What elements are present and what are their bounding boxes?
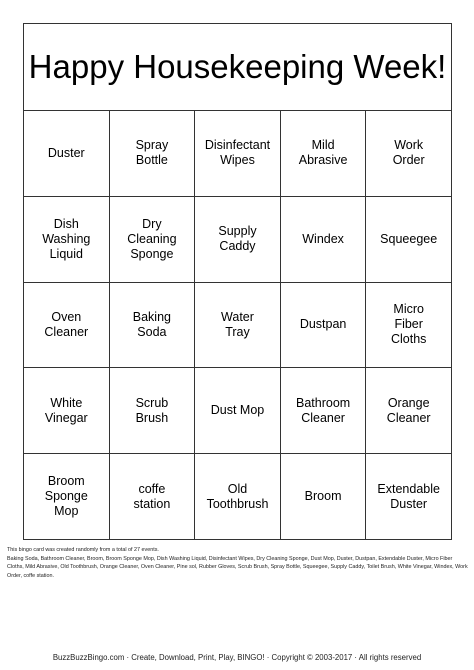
bingo-cell: [110, 454, 196, 540]
cell-label: Baking Soda: [132, 309, 171, 339]
bingo-cell: [110, 283, 196, 369]
bingo-cell: [24, 111, 110, 197]
bingo-cell: [110, 111, 196, 197]
bingo-cell: [195, 111, 281, 197]
bingo-cell: [366, 454, 452, 540]
bingo-grid: [23, 110, 452, 540]
cell-label: Scrub Brush: [135, 395, 169, 425]
cell-label: coffe station: [133, 481, 171, 511]
cell-label: Dustpan: [299, 317, 347, 332]
bingo-cell: [281, 111, 367, 197]
card-title: Happy Housekeeping Week!: [28, 48, 447, 85]
cell-label: Broom: [304, 489, 342, 504]
bingo-cell: [24, 283, 110, 369]
cell-label: Work Order: [392, 138, 425, 168]
cell-label: Windex: [302, 231, 344, 246]
bingo-cell: [24, 197, 110, 283]
cell-label: Mild Abrasive: [298, 138, 348, 168]
bingo-cell: [24, 454, 110, 540]
bingo-cell: [110, 368, 196, 454]
bingo-cell: [281, 283, 367, 369]
bingo-cell: [281, 454, 367, 540]
cell-label: Orange Cleaner: [386, 395, 431, 425]
bingo-cell: [366, 283, 452, 369]
cell-label: Spray Bottle: [135, 138, 169, 168]
cell-label: Dust Mop: [210, 403, 265, 418]
bingo-card: [23, 23, 452, 540]
cell-label: Bathroom Cleaner: [295, 395, 351, 425]
info-intro: This bingo card was created randomly from a total of 27 events.: [7, 547, 159, 553]
info-event-list: Baking Soda, Bathroom Cleaner, Broom, Broom Sponge Mop, Dish Washing Liquid, Disinfectant Wipes, Dry Cleaning Sponge, Dust Mop, Duster, Dustpan, Extendable Duster, Micro Fiber Cloths, Mild Abrasive, Old Toothbrush, Orange Cleaner, Oven Cleaner, Pine sol, Rubber Gloves, Scrub Brush, Spray Bottle, Squeegee, Supply Caddy, Toilet Brush, White Vinegar, Windex, Work Order, coffe station.: [7, 555, 468, 579]
cell-label: Disinfectant Wipes: [204, 138, 271, 168]
cell-label: Dry Cleaning Sponge: [127, 216, 177, 261]
bingo-cell: [281, 368, 367, 454]
card-info: [7, 546, 469, 580]
title-box: [23, 23, 452, 111]
bingo-cell: [281, 197, 367, 283]
cell-label: Supply Caddy: [218, 224, 257, 254]
cell-label: Water Tray: [221, 309, 254, 339]
cell-label: Micro Fiber Cloths: [390, 302, 427, 347]
cell-label: White Vinegar: [44, 395, 88, 425]
cell-label: Dish Washing Liquid: [42, 216, 91, 261]
bingo-cell: [366, 111, 452, 197]
bingo-cell: [24, 368, 110, 454]
cell-label: Oven Cleaner: [44, 309, 89, 339]
bingo-cell: [366, 197, 452, 283]
bingo-cell: [195, 368, 281, 454]
cell-label: Old Toothbrush: [206, 481, 269, 511]
bingo-cell: [195, 283, 281, 369]
cell-label: Extendable Duster: [377, 481, 440, 511]
bingo-cell: [195, 197, 281, 283]
cell-label: Broom Sponge Mop: [44, 474, 88, 519]
bingo-cell: [110, 197, 196, 283]
cell-label: Duster: [47, 145, 85, 160]
bingo-cell: [195, 454, 281, 540]
cell-label: Squeegee: [380, 231, 438, 246]
footer-copyright: BuzzBuzzBingo.com · Create, Download, Print, Play, BINGO! · Copyright © 2003-2017 · All rights reserved: [52, 653, 422, 662]
bingo-cell: [366, 368, 452, 454]
